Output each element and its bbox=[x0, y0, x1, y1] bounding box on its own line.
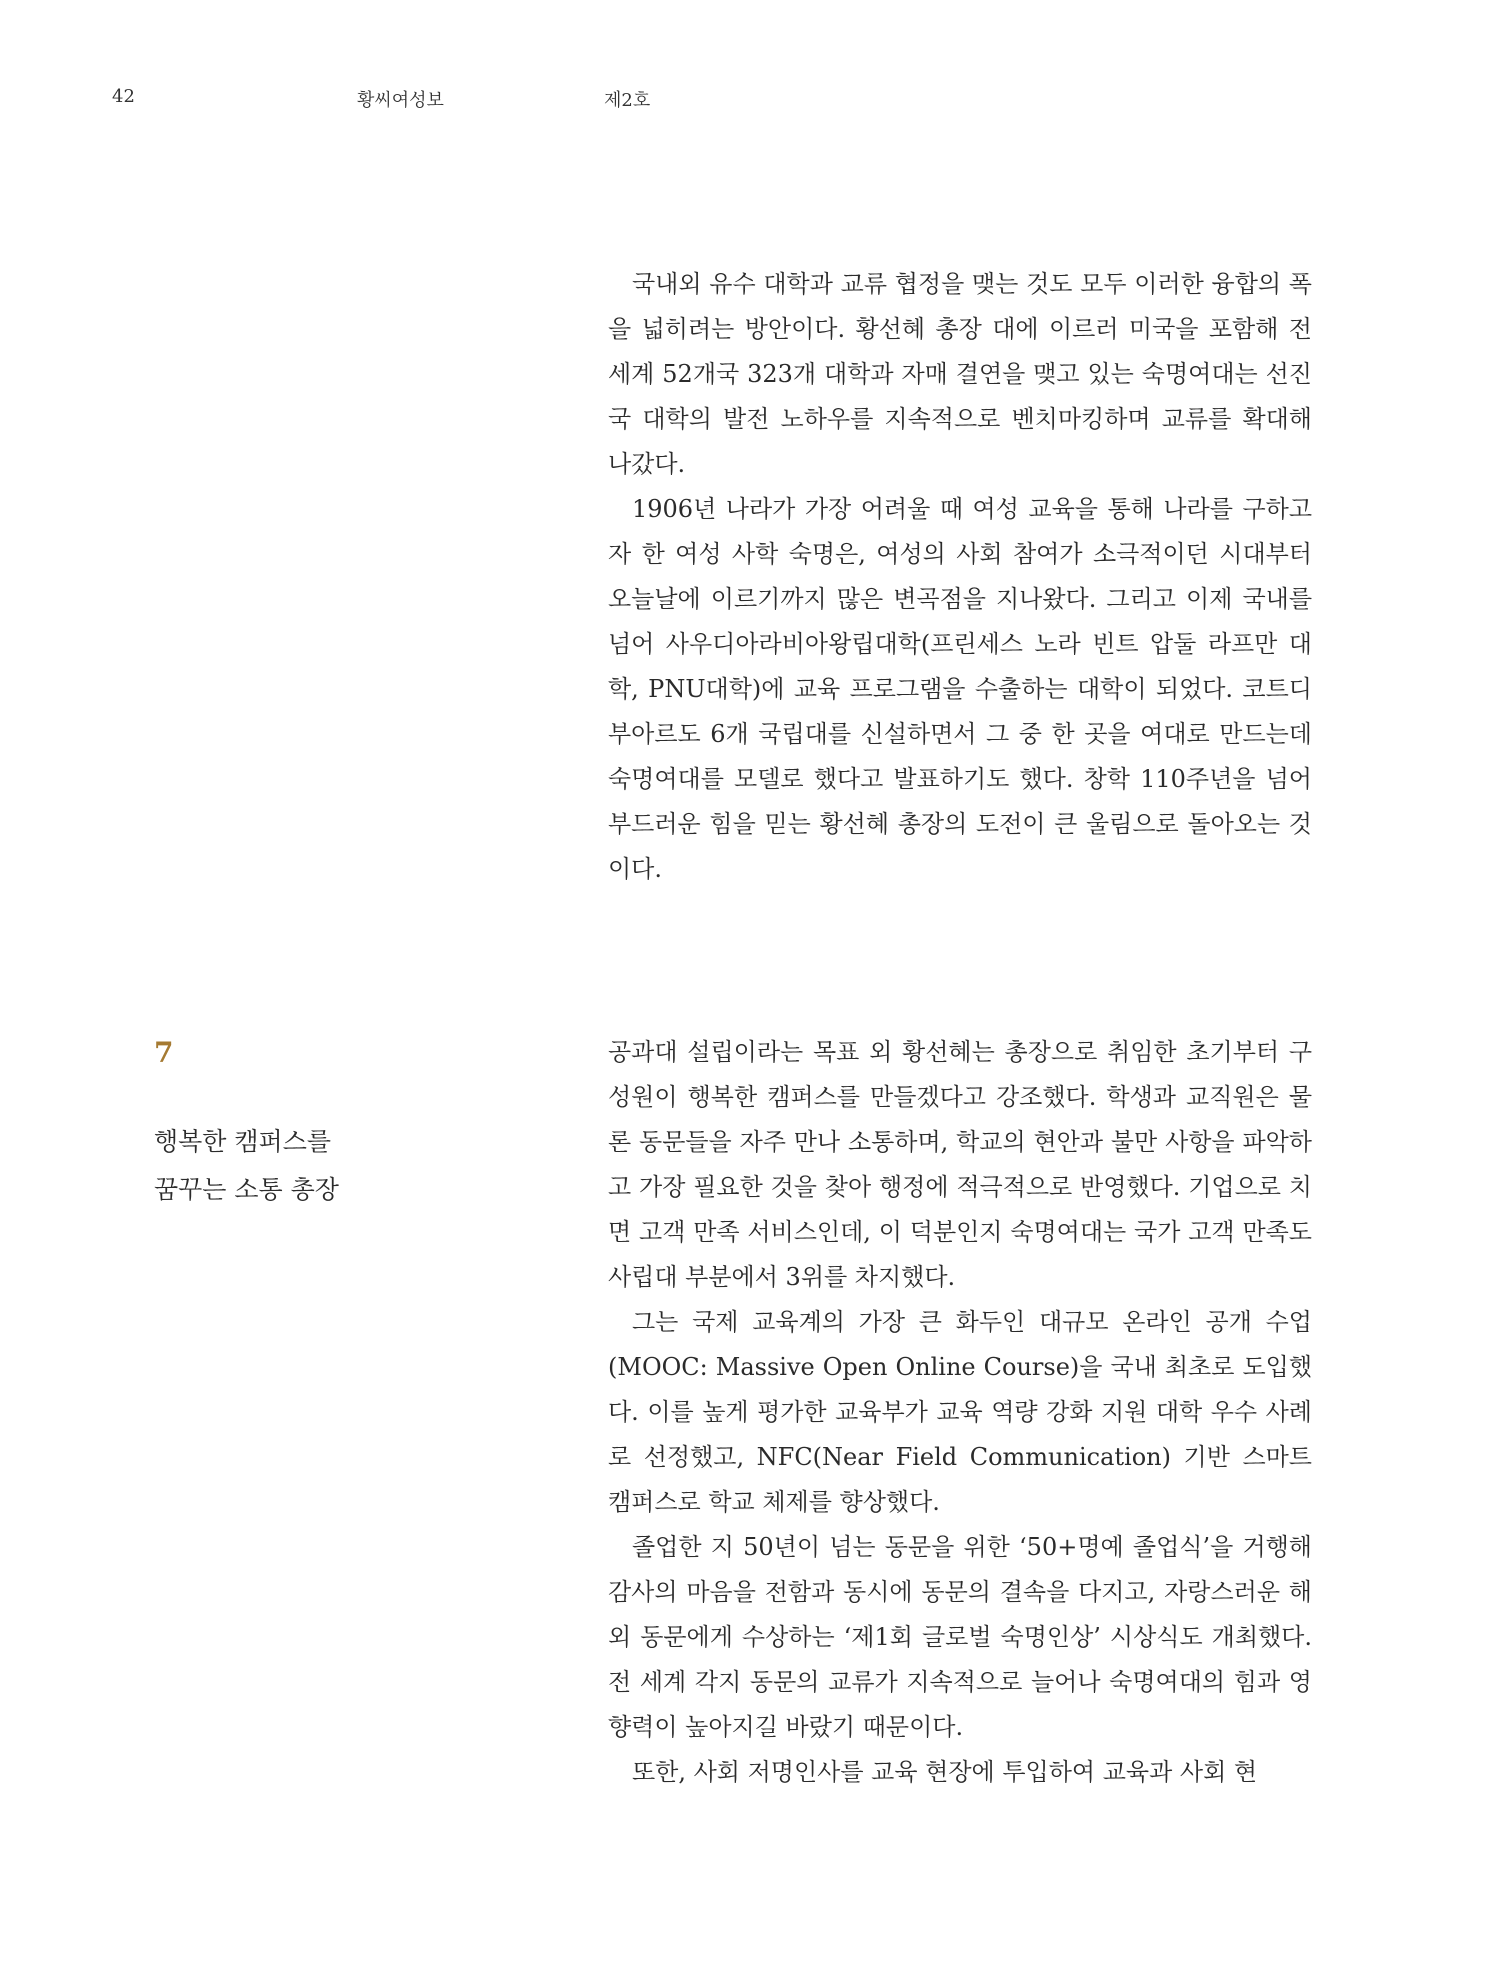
publication-title: 황씨여성보 bbox=[357, 90, 444, 111]
paragraph: 공과대 설립이라는 목표 외 황선혜는 총장으로 취임한 초기부터 구성원이 행복한 캠퍼스를 만들겠다고 강조했다. 학생과 교직원은 물론 동문들을 자주 만나 소통하며, 학교의 현안과 불만 사항을 파악하고 가장 필요한 것을 찾아 행정에 적극적으로 반영했다. 기업으로 치면 고객 만족 서비스인데, 이 덕분인지 숙명여대는 국가 고객 만족도 사립대 부분에서 3위를 차지했다. bbox=[608, 1038, 1312, 1291]
section-heading-line: 행복한 캠퍼스를 bbox=[154, 1127, 331, 1156]
page-number: 42 bbox=[112, 86, 135, 107]
top-section-body bbox=[608, 262, 1312, 892]
issue-number: 제2호 bbox=[604, 90, 651, 111]
paragraph: 졸업한 지 50년이 넘는 동문을 위한 ‘50+명예 졸업식’을 거행해 감사의 마음을 전함과 동시에 동문의 결속을 다지고, 자랑스러운 해외 동문에게 수상하는 ‘제1회 글로벌 숙명인상’ 시상식도 개최했다. 전 세계 각지 동문의 교류가 지속적으로 늘어나 숙명여대의 힘과 영향력이 높아지길 바랐기 때문이다. bbox=[608, 1533, 1312, 1741]
section-heading bbox=[154, 1118, 339, 1214]
page-header bbox=[0, 86, 1500, 116]
section-7-body bbox=[608, 1030, 1312, 1795]
section-number: 7 bbox=[154, 1036, 174, 1069]
paragraph: 1906년 나라가 가장 어려울 때 여성 교육을 통해 나라를 구하고자 한 여성 사학 숙명은, 여성의 사회 참여가 소극적이던 시대부터 오늘날에 이르기까지 많은 변곡점을 지나왔다. 그리고 이제 국내를 넘어 사우디아라비아왕립대학(프린세스 노라 빈트 압둘 라프만 대학, PNU대학)에 교육 프로그램을 수출하는 대학이 되었다. 코트디부아르도 6개 국립대를 신설하면서 그 중 한 곳을 여대로 만드는데 숙명여대를 모델로 했다고 발표하기도 했다. 창학 110주년을 넘어 부드러운 힘을 믿는 황선혜 총장의 도전이 큰 울림으로 돌아오는 것이다. bbox=[608, 495, 1312, 883]
paragraph: 또한, 사회 저명인사를 교육 현장에 투입하여 교육과 사회 현 bbox=[632, 1758, 1258, 1786]
paragraph: 그는 국제 교육계의 가장 큰 화두인 대규모 온라인 공개 수업(MOOC: Massive Open Online Course)을 국내 최초로 도입했다. 이를 높게 평가한 교육부가 교육 역량 강화 지원 대학 우수 사례로 선정했고, NFC(Near Field Communication) 기반 스마트 캠퍼스로 학교 체제를 향상했다. bbox=[608, 1308, 1312, 1516]
section-heading-line: 꿈꾸는 소통 총장 bbox=[154, 1175, 339, 1204]
paragraph: 국내외 유수 대학과 교류 협정을 맺는 것도 모두 이러한 융합의 폭을 넓히려는 방안이다. 황선혜 총장 대에 이르러 미국을 포함해 전 세계 52개국 323개 대학과 자매 결연을 맺고 있는 숙명여대는 선진국 대학의 발전 노하우를 지속적으로 벤치마킹하며 교류를 확대해 나갔다. bbox=[608, 270, 1312, 478]
